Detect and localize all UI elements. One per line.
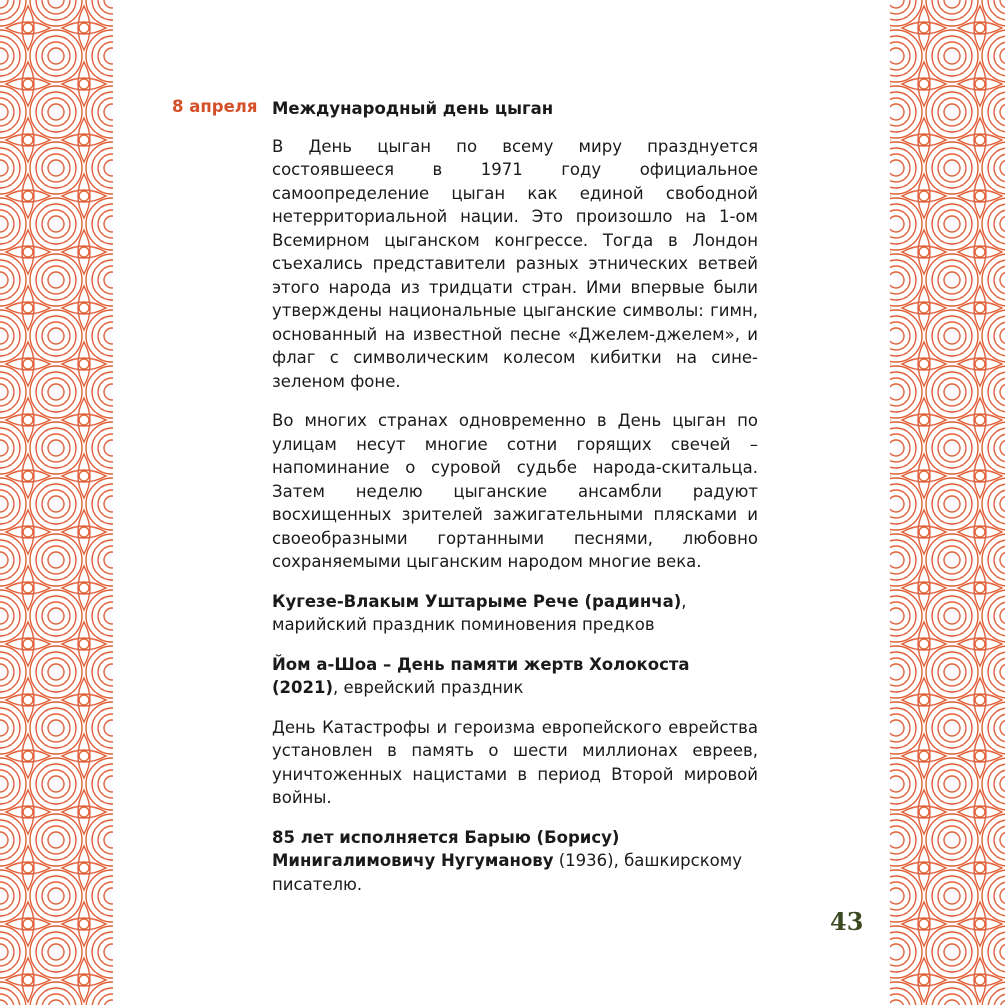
- page-number: 43: [830, 907, 864, 936]
- entry-item-3: [272, 826, 758, 897]
- entry-item-1: [272, 590, 758, 637]
- entry-title: Международный день цыган: [272, 99, 554, 118]
- entry-item-2: [272, 653, 758, 700]
- entry-item-2-rest: , еврейский праздник: [333, 678, 524, 697]
- entry-item-1-rest: , марийский праздник поминовения предков: [272, 591, 687, 634]
- entry-item-2-bold: Йом а-Шоа – День памяти жертв Холокоста (2021): [272, 654, 690, 697]
- ornament-border-left: [0, 0, 113, 1005]
- paragraph-2: Во многих странах одновременно в День цыган по улицам несут многие сотни горящих свечей – напоминание о суровой судьбе народа-скитальца. Затем неделю цыганские ансамбли радуют восхищенных зрителей зажигательными плясками и своеобразными гортанными песнями, любовно сохраняемыми цыганским народом многие века.: [272, 411, 758, 571]
- content-column: [272, 97, 758, 912]
- ornament-pattern-left: [0, 0, 113, 1005]
- paragraph-1: В День цыган по всему миру празднуется состоявшееся в 1971 году официальное самоопределение цыган как единой свободной нетерриториальной нации. Это произошло на 1-ом Всемирном цыганском конгрессе. Тогда в Лондон съехались представители разных этнических ветвей этого народа из тридцати стран. Ими впервые были утверждены национальные цыганские символы: гимн, основанный на известной песне «Джелем-джелем», и флаг с символическим колесом кибитки на сине-зеленом фоне.: [272, 136, 758, 391]
- entry-item-3-bold: 85 лет исполняется Барыю (Борису) Минигалимовичу Нугуманову: [272, 827, 620, 870]
- date-label: 8 апреля: [172, 97, 258, 116]
- entry-item-1-bold: Кугезе-Влакым Уштарыме Рече (радинча): [272, 591, 682, 611]
- ornament-pattern-right: [890, 0, 1005, 1005]
- paragraph-3: День Катастрофы и героизма европейского еврейства установлен в память о шести миллионах евреев, уничтоженных нацистами в период Второй мировой войны.: [272, 717, 758, 807]
- entry-item-3-rest: (1936), башкирскому писателю.: [272, 851, 742, 894]
- ornament-border-right: [890, 0, 1005, 1005]
